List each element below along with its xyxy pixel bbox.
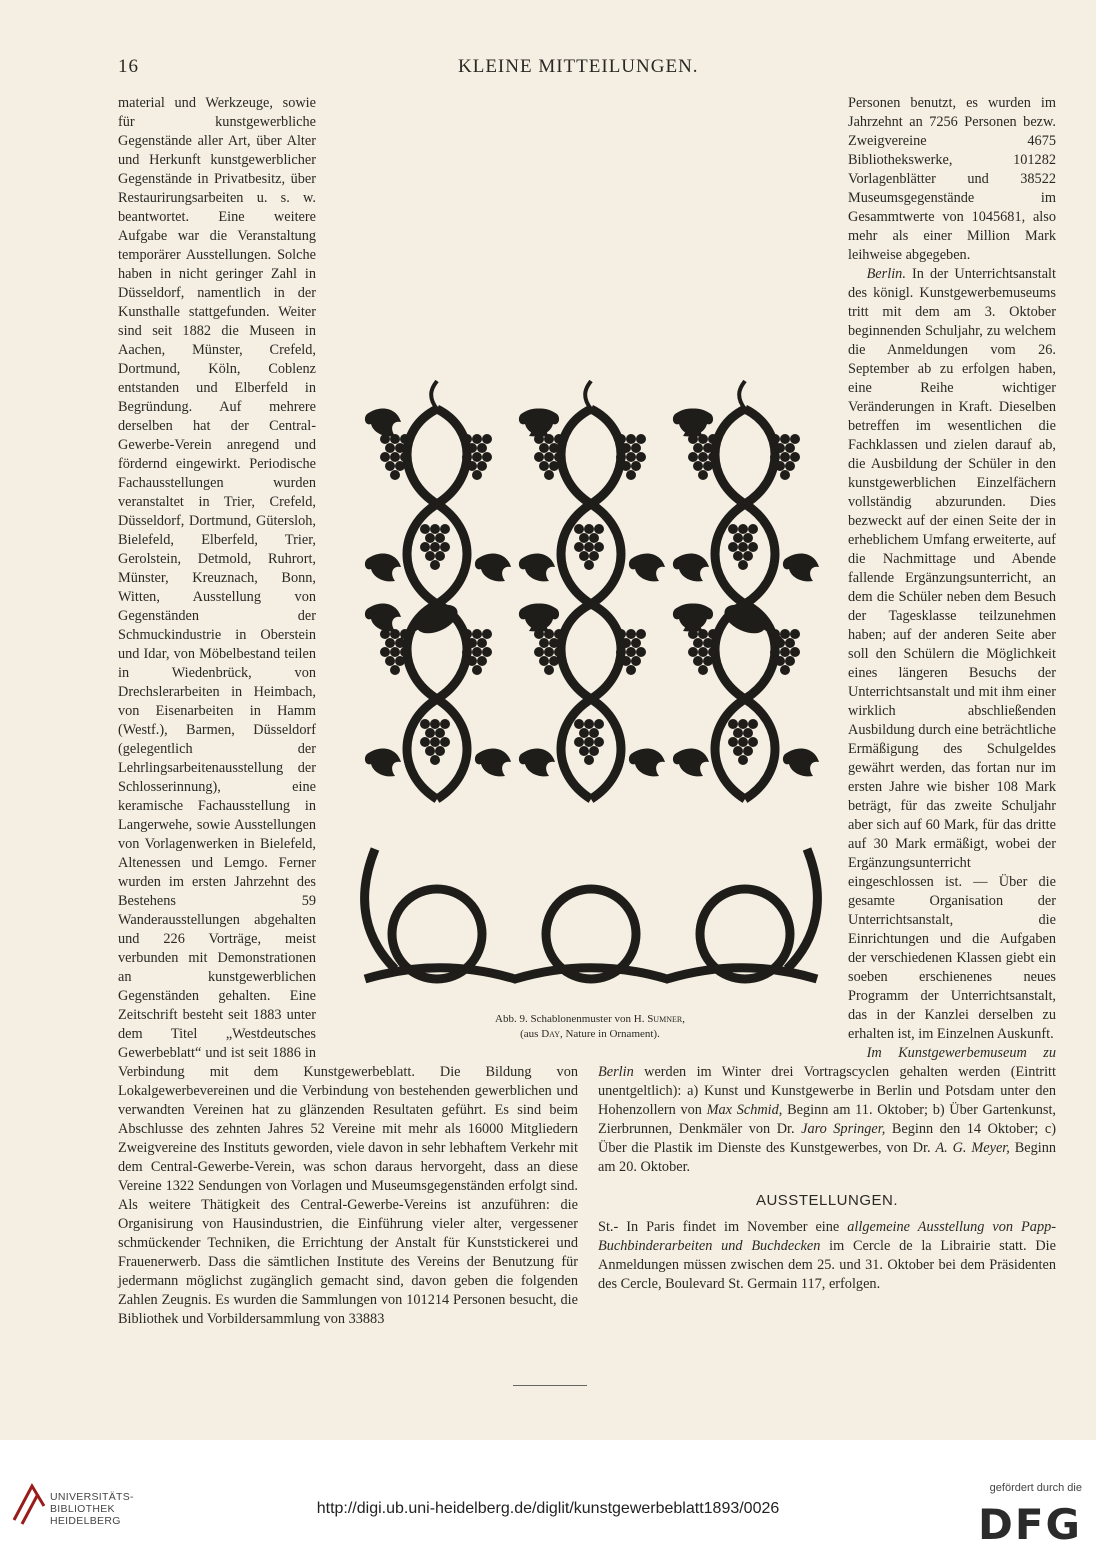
right-paragraph-3 [598,1044,1056,1177]
name-schmid: Max Schmid, [706,1102,783,1118]
berlin-label: Berlin. [866,266,906,282]
caption-source-a: (aus [520,1028,539,1040]
right-paragraph-1: Personen benutzt, es wurden im Jahrzehnt an 7256 Personen bezw. Zweigvereine 4675 Bibliothekswerke, 101282 Vorlagenblätter und 38522 Museumsgegenstände im Gesammtwerte von 1045681, also mehr als einer Million Mark leihweise abgegeben. [848,95,1056,263]
name-springer: Jaro Springer, [801,1121,886,1137]
lecture-text-c: Beginn den 14 Oktober; c) Über die Plastik im Dienste des Kunstgewerbes, von Dr. [598,1121,1057,1156]
end-rule [513,1385,587,1386]
section-heading-ausstellungen: AUSSTELLUNGEN. [755,1192,899,1209]
funding-note: gefördert durch die [989,1482,1082,1494]
museum-label: Im Kunstgewerbemuseum zu Berlin [598,1045,1056,1080]
source-url[interactable]: http://digi.ub.uni-heidelberg.de/diglit/kunstgewerbeblatt1893/0026 [316,1500,780,1517]
stencil-pattern-figure [355,379,827,996]
caption-line-1 [340,1012,840,1027]
library-line-1: UNIVERSITÄTS- [50,1491,134,1503]
library-line-3: HEIDELBERG [50,1515,121,1527]
running-title: KLEINE MITTEILUNGEN. [458,56,699,77]
paris-text-b: im Cercle de la Librairie statt. Die Anmeldungen müssen zwischen dem 25. und 31. Oktober bei dem Präsidenten des Cercle, Boulevard St. Germain 117, erfolgen. [598,1238,1056,1292]
page-number: 16 [118,56,139,77]
dfg-logo: DFG [977,1500,1082,1549]
caption-author: Sumner, [647,1013,685,1025]
caption-fig-number: Abb. 9. [495,1013,528,1025]
right-paragraph-4 [598,1218,1056,1294]
caption-source-author: Day, [541,1028,563,1040]
lecture-text-d: Beginn am 20. Oktober. [598,1140,1057,1175]
left-paragraph: material und Werkzeuge, sowie für kunstgewerbliche Gegenstände aller Art, über Alter und Herkunft kunstgewerblicher Gegenstände in Privatbesitz, über Restaurirungsarbeiten u. s. w. beantwortet. Eine weitere Aufgabe war die Veranstaltung temporärer Ausstellungen. Solche haben in nicht geringer Zahl in Düsseldorf, namentlich in der Kunsthalle stattgefunden. Weiter sind seit 1882 die Museen in Aachen, Münster, Crefeld, Dortmund, Köln, Coblenz entstanden und Elberfeld in Begründung. Auf mehrere derselben hat der Central-Gewerbe-Verein anregend und fördernd eingewirkt. Periodische Fachausstellungen wurden veranstaltet in Trier, Crefeld, Düsseldorf, Dortmund, Gütersloh, Bielefeld, Elberfeld, Trier, Gerolstein, Detmold, Ruhrort, Münster, Kreuznach, Bonn, Witten, Ausstellung von Gegenständen der Schmuckindustrie in Oberstein und Idar, von Möbelbestand teilen in Wiedenbrück, von Drechslerarbeiten in Heimbach, von Eisenarbeiten in Hamm (Westf.), Barmen, Düsseldorf (gelegentlich der Lehrlingsarbeitenausstellung der Schlosserinnung), eine keramische Fachausstellung in Langerwehe, sowie Ausstellungen von Vorlagenwerken in Bielefeld, Altenessen und Lemgo. Ferner wurden im ersten Jahrzehnt des Bestehens 59 Wanderausstellungen abgehalten und 226 Vorträge, meist verbunden mit Demonstrationen an kunstgewerblichen Gegenständen gehalten. Eine Zeitschrift besteht seit 1883 unter dem Titel „Westdeutsches Gewerbeblatt“ und ist seit 1886 in Verbindung mit dem Kunstgewerbeblatt. Die Bildung von Lokalgewerbevereinen und die Verbindung von bestehenden gewerblichen und verwandten Vereinen hat zu glänzenden Resultaten geführt. Es sind beim Abschlusse des zehnten Jahres 52 Vereine mit mehr als 16000 Mitgliedern Zweigvereine des Instituts geworden, viele davon in sehr lebhaftem Verkehr mit dem Central-Gewerbe-Verein, was schon daraus hervorgeht, dass an diese Vereine 1322 Sendungen von Vorlagen und Museumsgegenständen erfolgt sind. Als weitere Thätigkeit des Central-Gewerbe-Vereins ist anzuführen: die Organisirung von Hausindustrien, die Einführung vieler alter, vergessener schmückender Techniken, die Errichtung der Anstalt für Kunststickerei und Frauenerwerb. Dass die sämtlichen Institute des Vereins der Benutzung für jedermann möglichst zugänglich gemacht sind, davon geben die folgenden Zahlen Zeugnis. Es wurden die Sammlungen von 101214 Personen besucht, die Bibliothek und Vorbildersammlung von 33883 [118,95,578,1327]
caption-text: Schablonenmuster von H. [530,1013,645,1025]
caption-line-2 [340,1027,840,1042]
paris-text-a: St.- In Paris findet im November eine [598,1219,840,1235]
berlin-text: In der Unterrichtsanstalt des königl. Kunstgewerbemuseums tritt mit dem am 3. Oktober beginnenden Schuljahr, zu welchem die Anmeldungen vom 26. September ab zu erfolgen haben, eine Reihe wichtiger Veränderungen in Kraft. Dieselben betreffen im wesentlichen die Fachklassen und zielen darauf ab, die Ausbildung der Schüler in den kunstgewerblichen Einzelfächern vollständig abzurunden. Dies bezweckt auf der einen Seite der in erheblichem Umfang erweiterte, auf die Nachmittage und Abende fallende Ergänzungsunterricht, an dem die Schüler neben dem Besuch der Tagesklasse teilzunehmen haben; auf der anderen Seite aber soll den Schülern die Möglichkeit eines längeren Besuchs der Unterrichtsanstalt und mit ihm einer wirklich abschließenden Ausbildung durch eine beträchtliche Ermäßigung des Schulgeldes gewährt werden, das fortan nur im ersten Jahre wie bisher 108 Mark beträgt, für das zweite Schuljahr aber sich auf 60 Mark, für das dritte auf 30 Mark ermäßigt, wobei der Ergänzungsunterricht eingeschlossen ist. — Über die gesamte Organisation der Unterrichtsanstalt, die Einrichtungen und die Aufgaben der verschiedenen Klassen giebt ein soeben erschienenes neues Programm der Unterrichtsanstalt, das in der Kanzlei derselben zu erhalten ist, im Einzelnen Auskunft. [848,266,1056,1042]
figure-caption [340,1012,840,1042]
name-meyer: A. G. Meyer, [935,1140,1010,1156]
lecture-text-a: werden im Winter drei Vortragscyclen gehalten werden (Eintritt unentgeltlich): a) Kunst und Kunstgewerbe in Berlin und Potsdam unter den Hohenzollern von [598,1064,1056,1118]
caption-source-b: Nature in Ornament). [565,1028,660,1040]
lecture-text-b: Beginn am 11. Oktober; b) Über Gartenkunst, Zierbrunnen, Denkmäler von Dr. [598,1102,1056,1137]
library-line-2: BIBLIOTHEK [50,1503,115,1515]
paris-exhibition-title: allgemeine Ausstellung von Papp-Buchbinderarbeiten und Buchdecken [598,1219,1057,1254]
